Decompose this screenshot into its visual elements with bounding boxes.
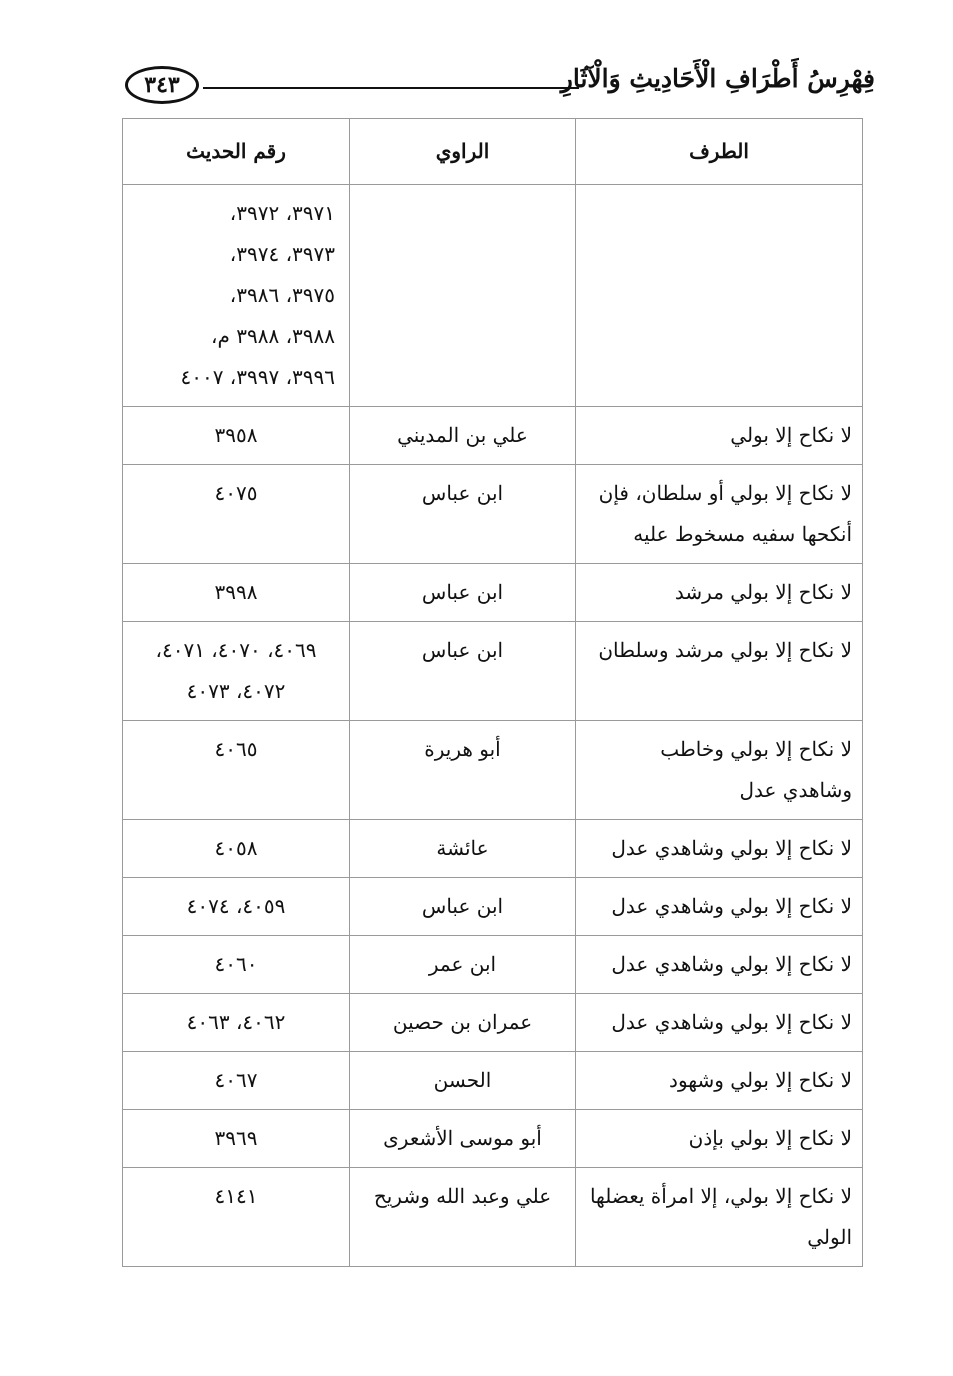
tarf-cell: لا نكاح إلا بولي وخاطب وشاهدي عدل	[576, 721, 863, 820]
rawi-cell: علي بن المديني	[350, 407, 576, 465]
rawi-cell: عمران بن حصين	[350, 994, 576, 1052]
table-row	[123, 1052, 863, 1110]
table-row	[123, 465, 863, 564]
num-line: ٣٩٧٥، ٣٩٨٦،	[229, 283, 335, 307]
num-line: ٣٩٧٣، ٣٩٧٤،	[229, 242, 335, 266]
table-row	[123, 878, 863, 936]
rawi-cell: ابن عباس	[350, 878, 576, 936]
rawi-cell: علي وعبد الله وشريح	[350, 1168, 576, 1267]
num-cell	[123, 185, 350, 407]
num-cell: ٣٩٥٨	[123, 407, 350, 465]
num-cell: ٤٠٥٨	[123, 820, 350, 878]
rawi-cell: عائشة	[350, 820, 576, 878]
column-header-tarf: الطرف	[576, 119, 863, 185]
rawi-cell: ابن عباس	[350, 564, 576, 622]
column-header-num: رقم الحديث	[123, 119, 350, 185]
num-line: ٣٩٩٦، ٣٩٩٧، ٤٠٠٧	[180, 365, 335, 389]
table-row	[123, 820, 863, 878]
tarf-cell: لا نكاح إلا بولي بإذن	[576, 1110, 863, 1168]
tarf-cell: لا نكاح إلا بولي وشاهدي عدل	[576, 994, 863, 1052]
num-cell: ٤٠٧٥	[123, 465, 350, 564]
rawi-cell	[350, 185, 576, 407]
table-row	[123, 994, 863, 1052]
num-cell: ٤٠٦٠	[123, 936, 350, 994]
tarf-cell: لا نكاح إلا بولي، إلا امرأة يعضلها الولي	[576, 1168, 863, 1267]
num-line: ٣٩٨٨، ٣٩٨٨ م،	[211, 324, 335, 348]
rawi-cell: ابن عباس	[350, 465, 576, 564]
tarf-cell: لا نكاح إلا بولي وشاهدي عدل	[576, 936, 863, 994]
tarf-cell	[576, 185, 863, 407]
rawi-cell: ابن عباس	[350, 622, 576, 721]
num-cell: ٤٠٥٩، ٤٠٧٤	[123, 878, 350, 936]
table-row	[123, 407, 863, 465]
tarf-cell: لا نكاح إلا بولي أو سلطان، فإن أنكحها سفيه مسخوط عليه	[576, 465, 863, 564]
tarf-cell: لا نكاح إلا بولي	[576, 407, 863, 465]
num-cell: ٤١٤١	[123, 1168, 350, 1267]
tarf-cell: لا نكاح إلا بولي وشهود	[576, 1052, 863, 1110]
table-header-row	[123, 119, 863, 185]
rawi-cell: أبو موسى الأشعرى	[350, 1110, 576, 1168]
page-number: ٣٤٣	[125, 66, 199, 104]
num-cell: ٤٠٦٢، ٤٠٦٣	[123, 994, 350, 1052]
tarf-cell: لا نكاح إلا بولي مرشد	[576, 564, 863, 622]
rawi-cell: ابن عمر	[350, 936, 576, 994]
table-row	[123, 1168, 863, 1267]
table-row	[123, 936, 863, 994]
header-rule	[203, 87, 579, 89]
num-cell: ٣٩٩٨	[123, 564, 350, 622]
num-cell: ٤٠٦٧	[123, 1052, 350, 1110]
table-row	[123, 622, 863, 721]
table-row	[123, 721, 863, 820]
tarf-cell: لا نكاح إلا بولي مرشد وسلطان	[576, 622, 863, 721]
num-cell: ٣٩٦٩	[123, 1110, 350, 1168]
num-line: ٣٩٧١، ٣٩٧٢،	[229, 201, 335, 225]
rawi-cell: أبو هريرة	[350, 721, 576, 820]
table-row	[123, 564, 863, 622]
tarf-cell: لا نكاح إلا بولي وشاهدي عدل	[576, 878, 863, 936]
rawi-cell: الحسن	[350, 1052, 576, 1110]
num-cell: ٤٠٦٥	[123, 721, 350, 820]
num-cell: ٤٠٦٩، ٤٠٧٠، ٤٠٧١، ٤٠٧٢، ٤٠٧٣	[123, 622, 350, 721]
column-header-rawi: الراوي	[350, 119, 576, 185]
table-row	[123, 1110, 863, 1168]
page-title: فِهْرِسُ أَطْرَافِ الْأَحَادِيثِ وَالْآثَارِ	[560, 64, 875, 93]
table-row-continuation	[123, 185, 863, 407]
page-header	[115, 62, 875, 110]
tarf-cell: لا نكاح إلا بولي وشاهدي عدل	[576, 820, 863, 878]
hadith-index-table	[122, 118, 863, 1267]
